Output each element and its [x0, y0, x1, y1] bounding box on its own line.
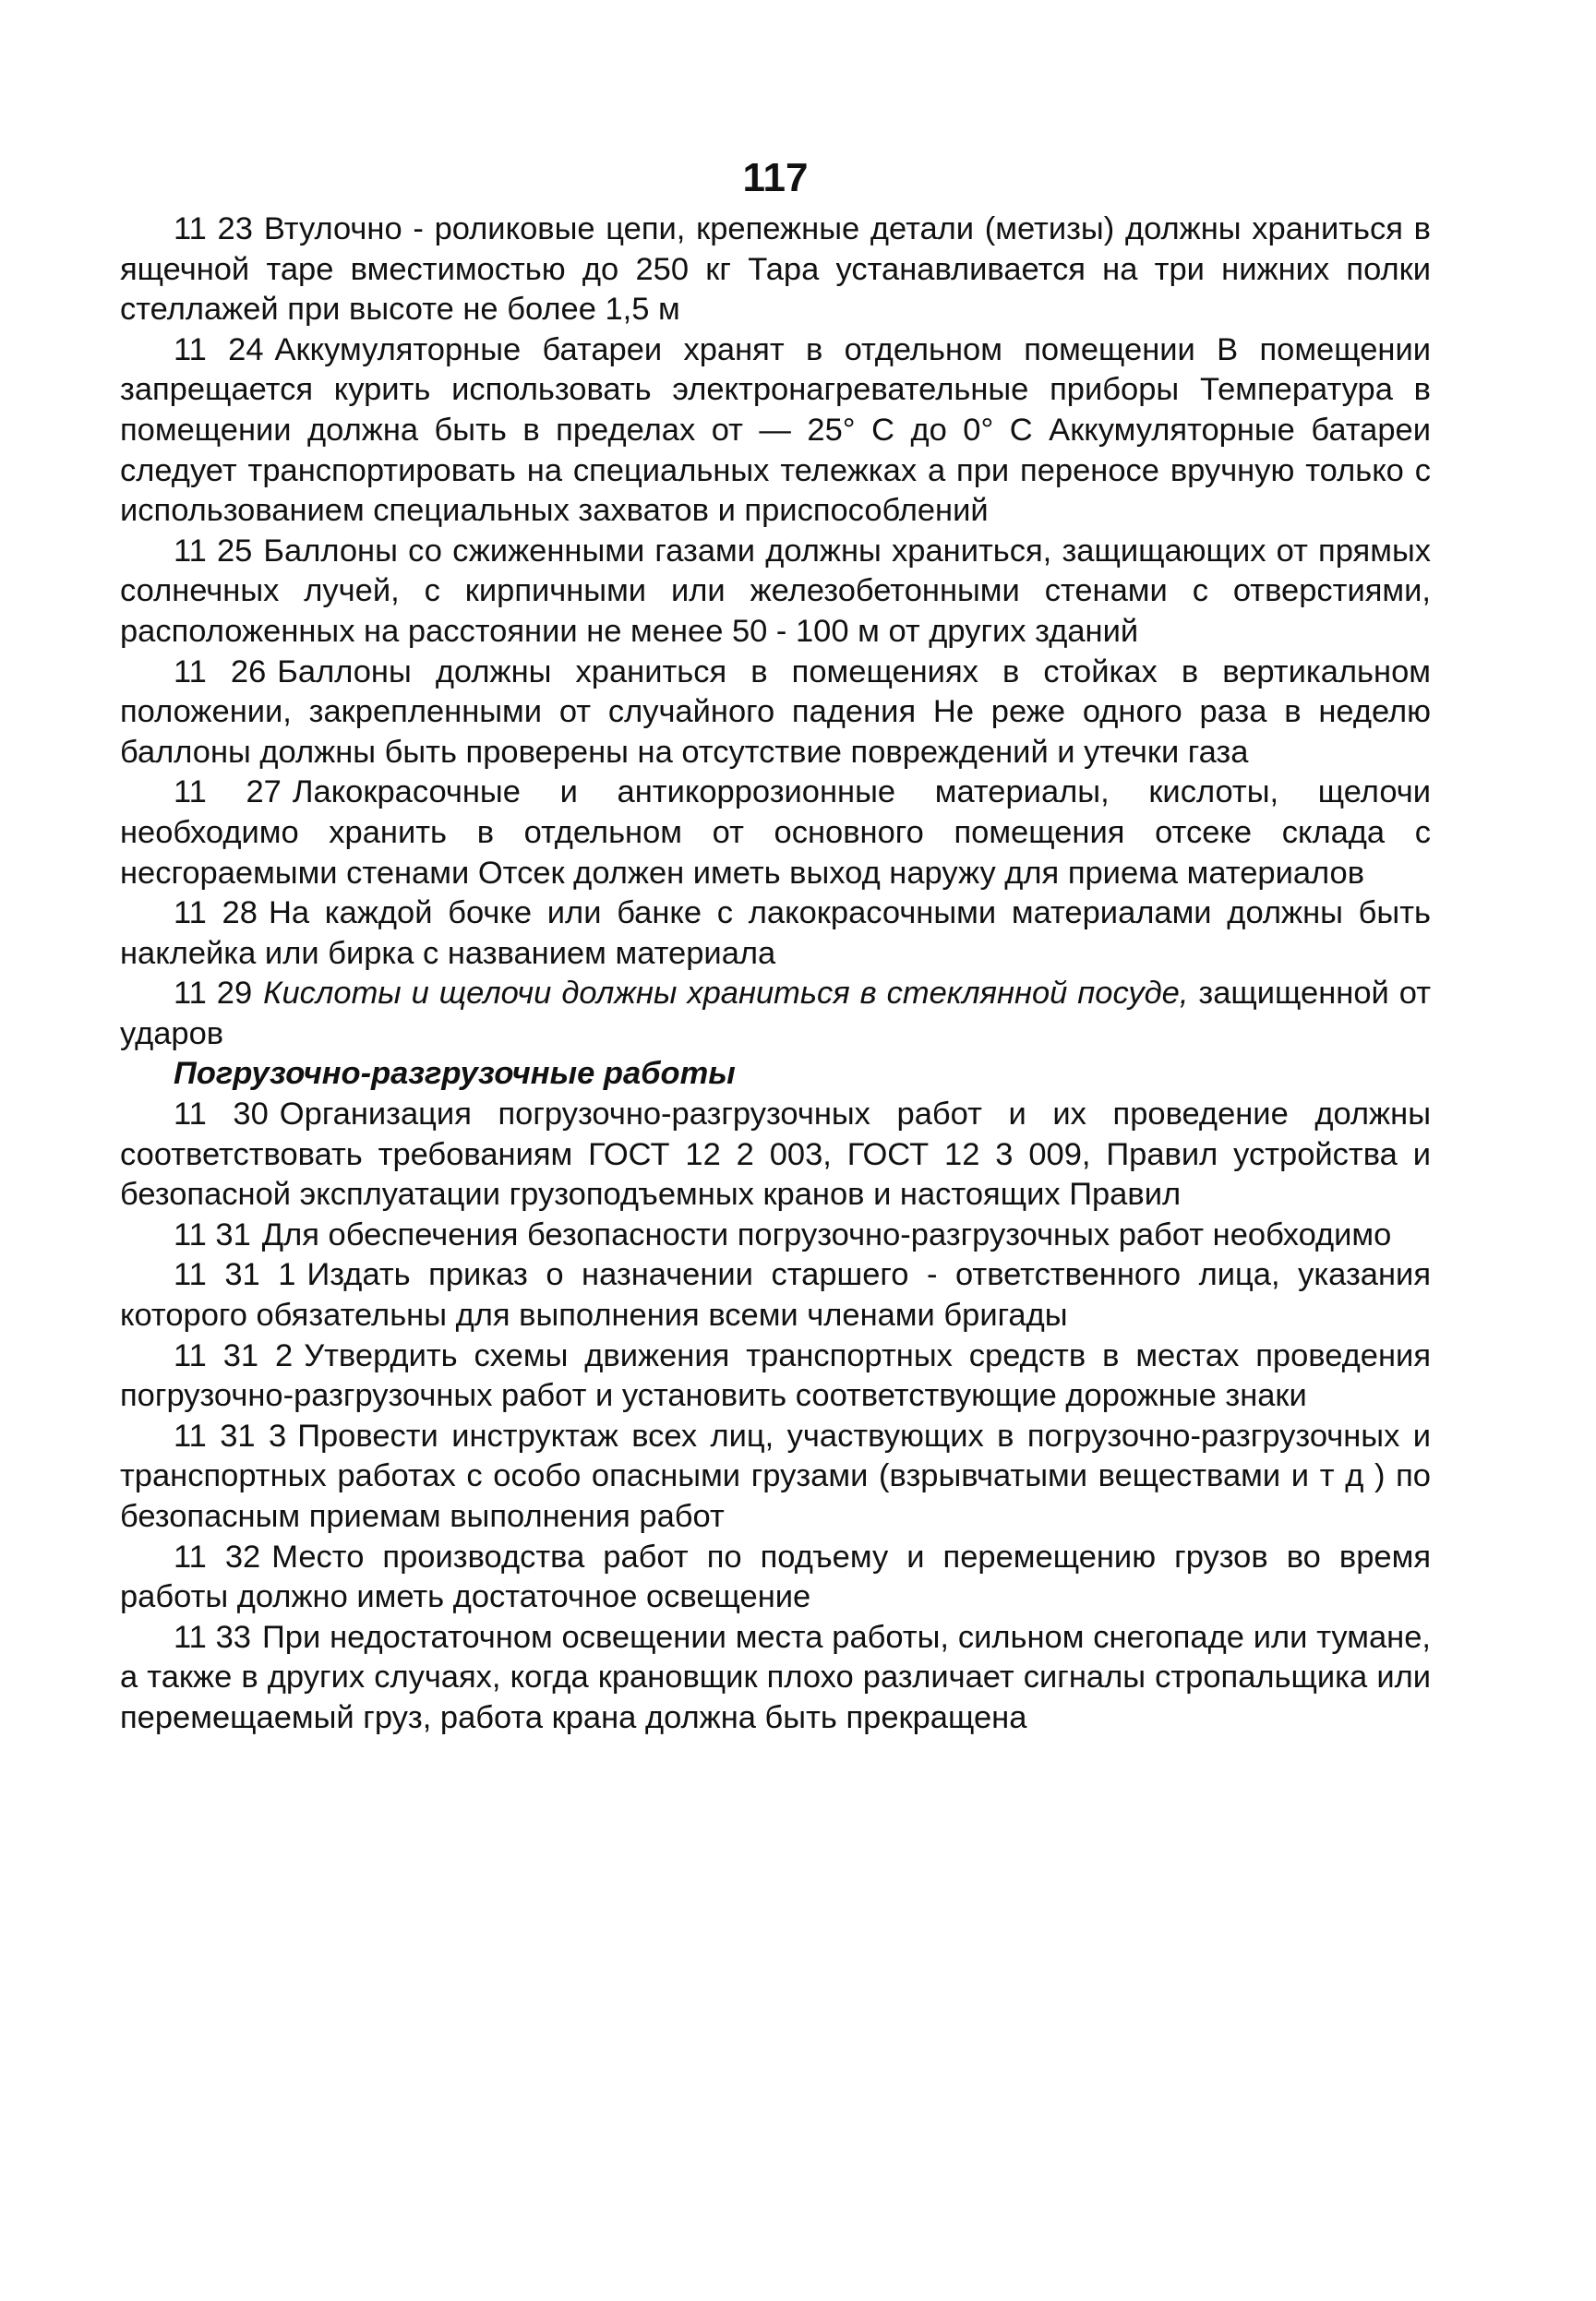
paragraph-number: 11 31 3	[174, 1418, 287, 1454]
paragraph-11-33	[120, 1618, 1431, 1739]
paragraph-11-31	[120, 1216, 1431, 1256]
paragraph-number: 11 27	[174, 774, 282, 810]
paragraph-text: Баллоны должны храниться в помещениях в стойках в вертикальном положении, закрепленными от случайного падения Не реже одного раза в неделю баллоны должны быть проверены на отсутствие повреждений и утечки газа	[120, 653, 1431, 770]
document-page	[120, 152, 1431, 1739]
section-heading: Погрузочно-разгрузочные работы	[174, 1056, 736, 1092]
paragraph-text: Организация погрузочно-разгрузочных работ и их проведение должны соответствовать требованиям ГОСТ 12 2 003, ГОСТ 12 3 009, Правил устройства и безопасной эксплуатации грузоподъемных кранов и настоящих Правил	[120, 1097, 1431, 1213]
paragraph-11-28	[120, 893, 1431, 974]
paragraph-number: 11 31	[174, 1216, 251, 1252]
paragraph-11-31-1	[120, 1255, 1431, 1336]
paragraph-11-32	[120, 1538, 1431, 1618]
paragraph-number: 11 33	[174, 1619, 251, 1655]
paragraph-text: Баллоны со сжиженными газами должны храниться, защищающих от прямых солнечных лучей, с кирпичными или железобетонными стенами с отверстиями, расположенных на расстоянии не менее 50 - 100 м от других зданий	[120, 533, 1431, 649]
paragraph-number: 11 30	[174, 1097, 269, 1133]
paragraph-text: На каждой бочке или банке с лакокрасочными материалами должны быть наклейка или бирка с названием материала	[120, 895, 1431, 971]
paragraph-number: 11 28	[174, 895, 258, 931]
paragraph-11-31-2	[120, 1336, 1431, 1417]
paragraph-text: Втулочно - роликовые цепи, крепежные детали (метизы) должны храниться в ящечной таре вместимостью до 250 кг Тара устанавливается на три нижних полки стеллажей при высоте не более 1,5 м	[120, 211, 1431, 328]
paragraph-text: защищенной от ударов	[120, 976, 1431, 1051]
paragraph-number: 11 29	[174, 976, 253, 1012]
paragraph-number: 11 32	[174, 1539, 261, 1575]
paragraph-text: Аккумуляторные батареи хранят в отдельном помещении В помещении запрещается курить использовать электронагревательные приборы Температура в помещении должна быть в пределах от — 25° С до 0° С Аккумуляторные батареи следует транспортировать на специальных тележках а при переносе вручную только с использованием специальных захватов и приспособлений	[120, 331, 1431, 529]
paragraph-number: 11 23	[174, 211, 253, 246]
paragraph-11-24	[120, 330, 1431, 532]
paragraph-text: Издать приказ о назначении старшего - ответственного лица, указания которого обязательны для выполнения всеми членами бригады	[120, 1257, 1431, 1334]
paragraph-text: Для обеспечения безопасности погрузочно-разгрузочных работ необходимо	[261, 1216, 1392, 1252]
paragraph-11-26	[120, 653, 1431, 773]
paragraph-11-30	[120, 1095, 1431, 1216]
paragraph-number: 11 31 2	[174, 1337, 294, 1373]
paragraph-number: 11 31 1	[174, 1257, 296, 1293]
paragraph-number: 11 24	[174, 331, 264, 367]
paragraph-text: При недостаточном освещении места работы, сильном снегопаде или тумане, а также в других случаях, когда крановщик плохо различает сигналы стропальщика или перемещаемый груз, работа крана должна быть прекращена	[120, 1619, 1431, 1735]
paragraph-11-25	[120, 532, 1431, 653]
paragraph-11-31-3	[120, 1417, 1431, 1538]
paragraph-11-29	[120, 974, 1431, 1054]
page-number: 117	[742, 155, 809, 200]
paragraph-11-27	[120, 773, 1431, 893]
paragraph-text: Провести инструктаж всех лиц, участвующих в погрузочно-разгрузочных и транспортных работах с особо опасными грузами (взрывчатыми веществами и т д ) по безопасным приемам выполнения работ	[120, 1418, 1431, 1534]
paragraph-11-23	[120, 210, 1431, 330]
paragraph-text-italic: Кислоты и щелочи должны храниться в стеклянной посуде,	[263, 976, 1189, 1012]
paragraph-text: Лакокрасочные и антикоррозионные материалы, кислоты, щелочи необходимо хранить в отдельном от основного помещения отсеке склада с несгораемыми стенами Отсек должен иметь выход наружу для приема материалов	[120, 774, 1431, 891]
paragraph-text: Место производства работ по подъему и перемещению грузов во время работы должно иметь достаточное освещение	[120, 1539, 1431, 1615]
paragraph-text: Утвердить схемы движения транспортных средств в местах проведения погрузочно-разгрузочных работ и установить соответствующие дорожные знаки	[120, 1337, 1431, 1414]
paragraph-number: 11 25	[174, 533, 253, 569]
paragraph-number: 11 26	[174, 653, 267, 689]
